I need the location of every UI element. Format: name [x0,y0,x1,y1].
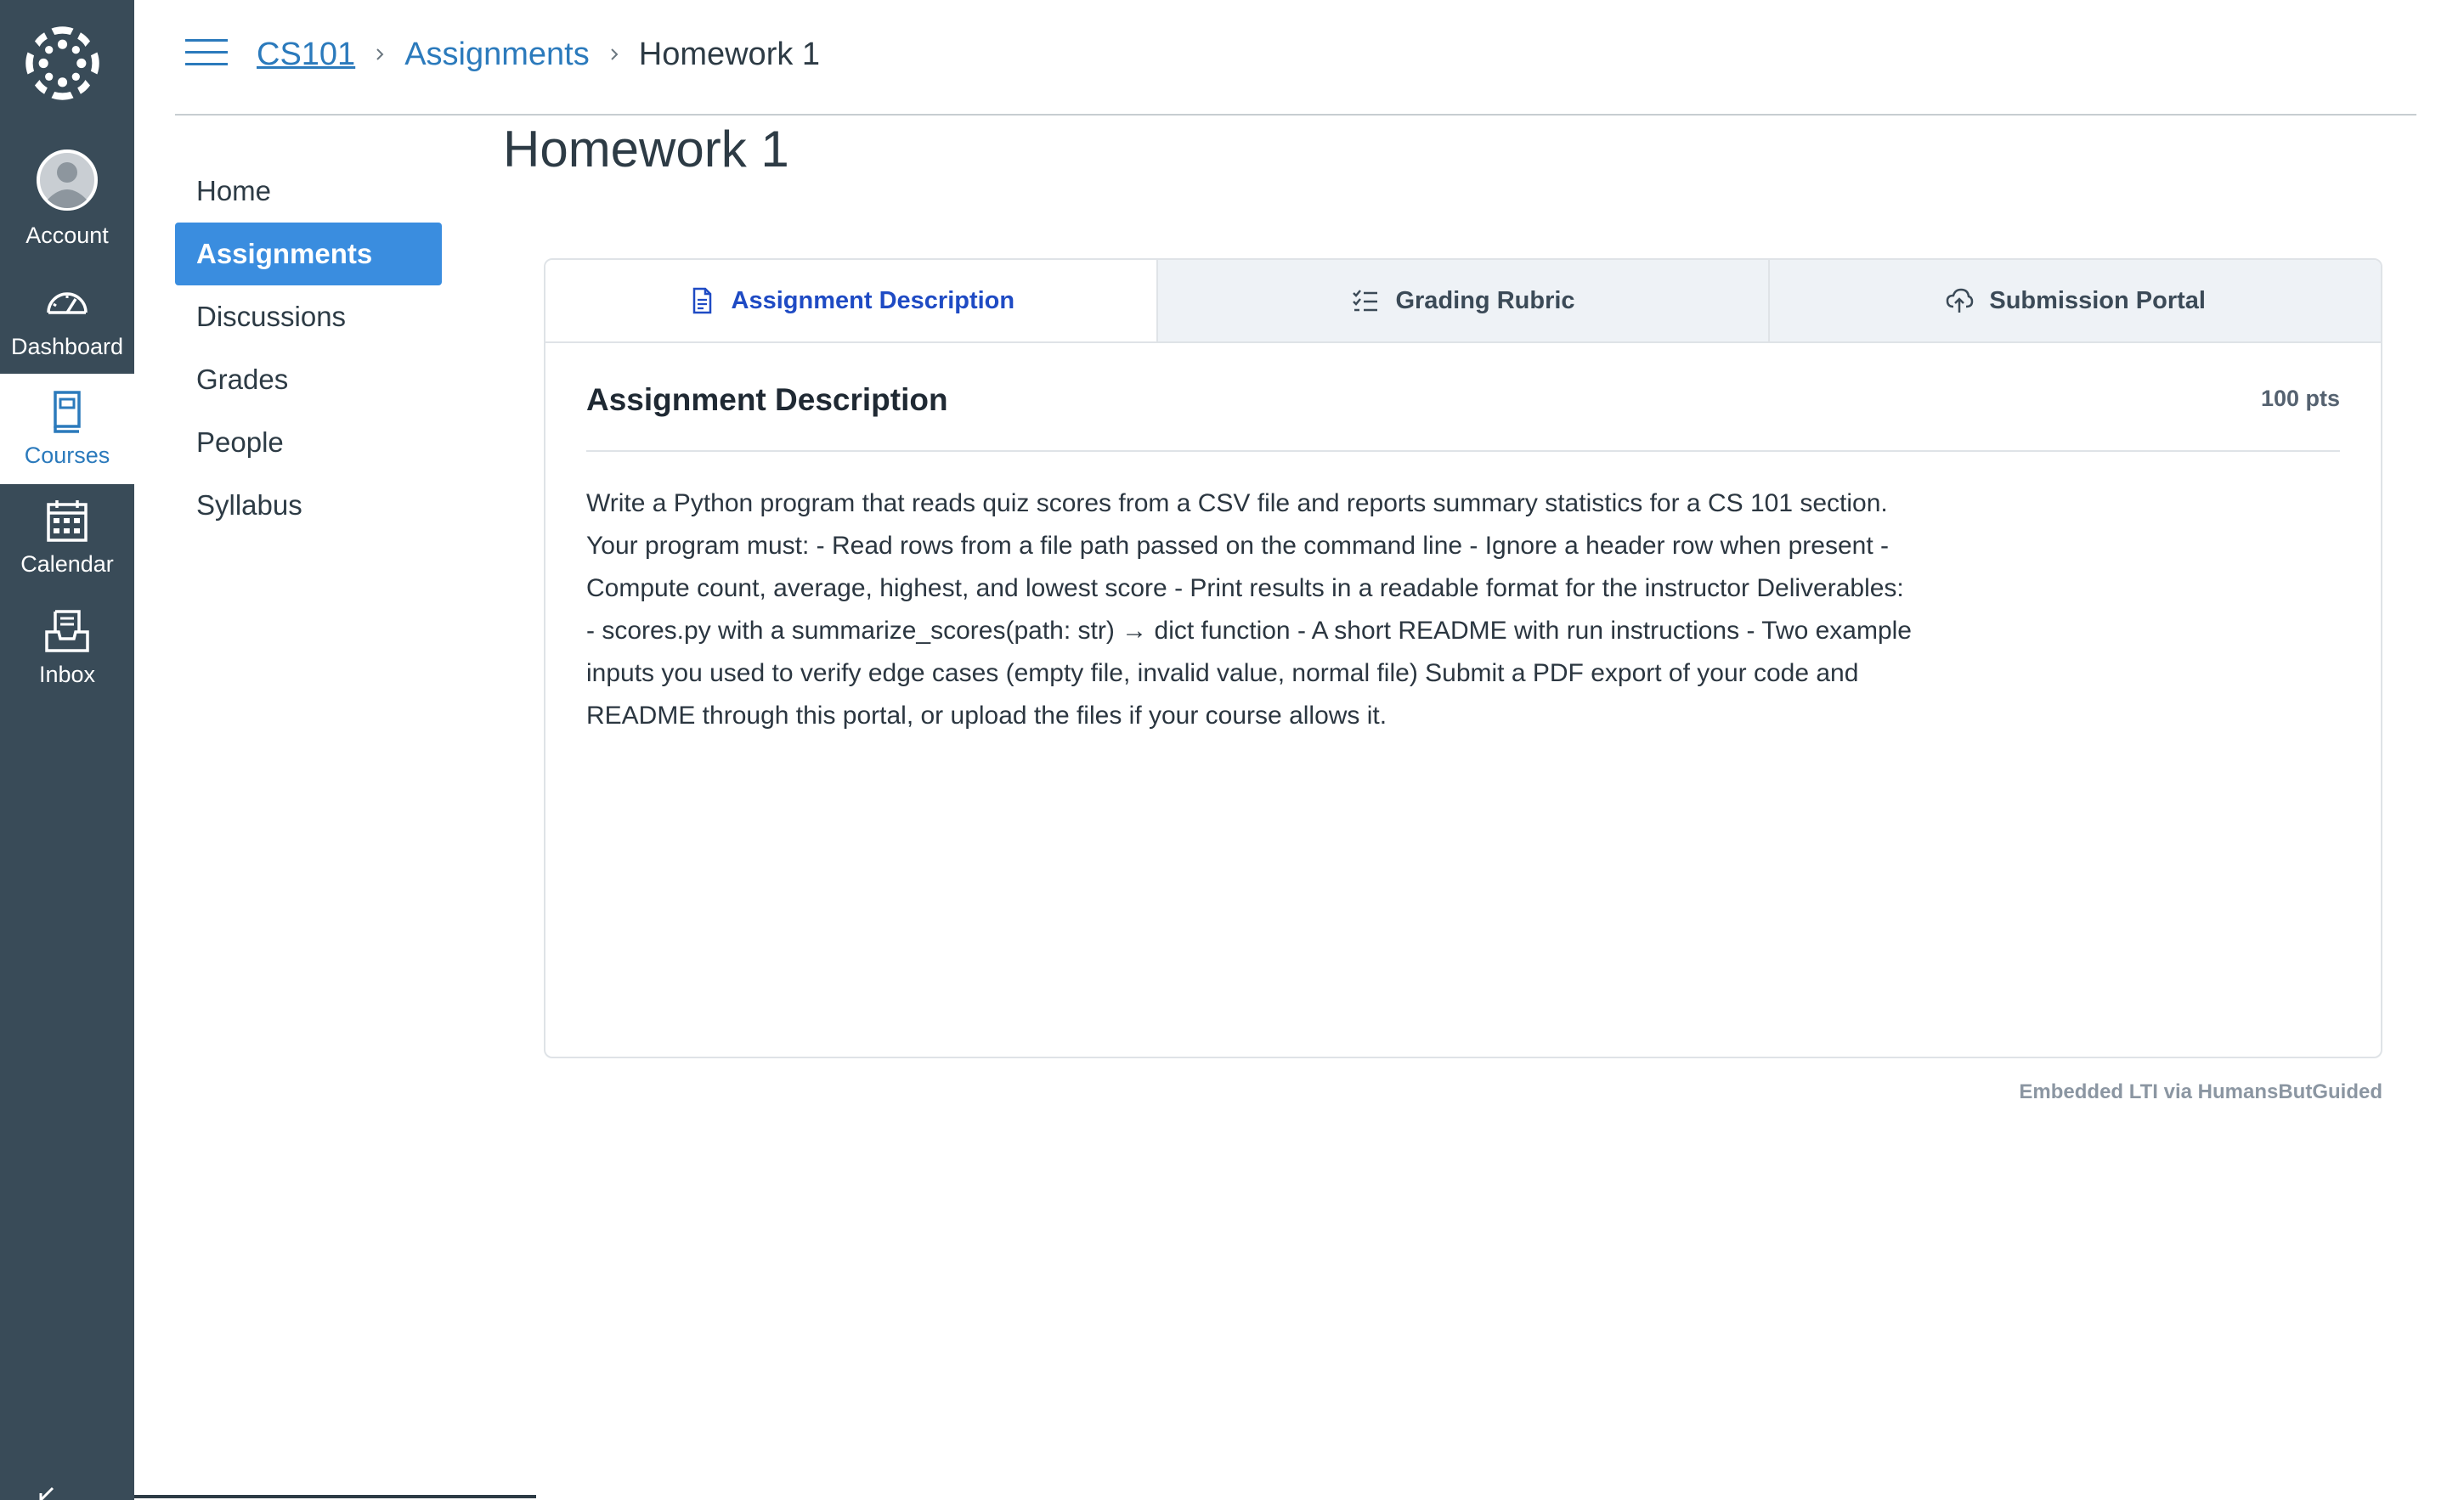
global-nav-dashboard[interactable] [0,262,134,372]
assignment-description-panel [586,343,2340,737]
assignment-description-text: Write a Python program that reads quiz scores from a CSV file and reports summary statistics for a CS 101 section. Your program must: - Read rows from a file path passed on the command line - Ignore a header row when present - Compute count, average, highest, and lowest score - Print results in a readable format for the instructor Deliverables: - scores.py with a summarize_scores(path: str) → dict function - A short README with run instructions - Two example inputs you used to verify edge cases (empty file, invalid value, normal file) Submit a PDF export of your code and README through this portal, or upload the files if your course allows it. [586,489,1912,730]
lti-tool-frame [544,258,2382,1058]
tab-submission-portal[interactable] [1768,260,2381,341]
global-nav-inbox[interactable] [0,595,134,705]
course-nav-assignments[interactable]: Assignments [175,223,442,285]
course-nav-people[interactable]: People [196,426,284,458]
hamburger-icon[interactable] [185,37,228,68]
canvas-logo-icon[interactable] [23,24,102,103]
panel-header [586,343,2340,452]
tab-label: Grading Rubric [1395,286,1575,314]
tab-label: Assignment Description [731,286,1015,314]
lti-tabs [545,260,2381,343]
document-icon [687,286,716,315]
global-nav-label: Account [25,223,109,248]
breadcrumb-current: Homework 1 [638,36,821,72]
course-nav-home[interactable]: Home [196,175,272,206]
chevron-right-icon [605,45,624,64]
course-nav [175,160,442,537]
global-nav-label: Courses [24,443,110,468]
points-badge: 100 pts [2260,386,2340,411]
breadcrumb-course-link[interactable]: CS101 [257,36,356,72]
avatar-icon [36,149,99,211]
collapse-nav-icon[interactable] [37,1485,66,1500]
breadcrumb [257,31,820,78]
tab-grading-rubric[interactable] [1156,260,1769,341]
global-nav-account[interactable] [0,140,134,251]
chevron-right-icon [370,45,389,64]
cloud-upload-icon [1945,286,1974,315]
horizontal-scrollbar[interactable] [134,1495,536,1498]
calendar-icon [42,496,93,547]
global-nav-label: Dashboard [10,334,124,359]
courses-icon [42,386,93,437]
global-nav-calendar[interactable] [0,484,134,595]
lti-credit: Embedded LTI via HumansButGuided [2019,1080,2382,1103]
panel-title: Assignment Description [586,382,948,417]
course-nav-grades[interactable]: Grades [196,364,289,395]
tab-label: Submission Portal [1989,286,2206,314]
page-title: Homework 1 [503,121,789,178]
global-nav [0,0,134,1500]
breadcrumb-assignments-link[interactable]: Assignments [404,36,590,72]
page-header [175,0,2416,116]
course-nav-discussions[interactable]: Discussions [196,301,347,332]
global-nav-label: Inbox [38,662,96,687]
global-nav-courses[interactable] [0,374,134,484]
course-nav-syllabus[interactable]: Syllabus [196,489,302,521]
inbox-icon [42,606,93,657]
tab-assignment-description[interactable] [545,260,1156,341]
dashboard-icon [42,279,93,330]
checklist-icon [1351,286,1380,315]
global-nav-label: Calendar [20,551,114,577]
